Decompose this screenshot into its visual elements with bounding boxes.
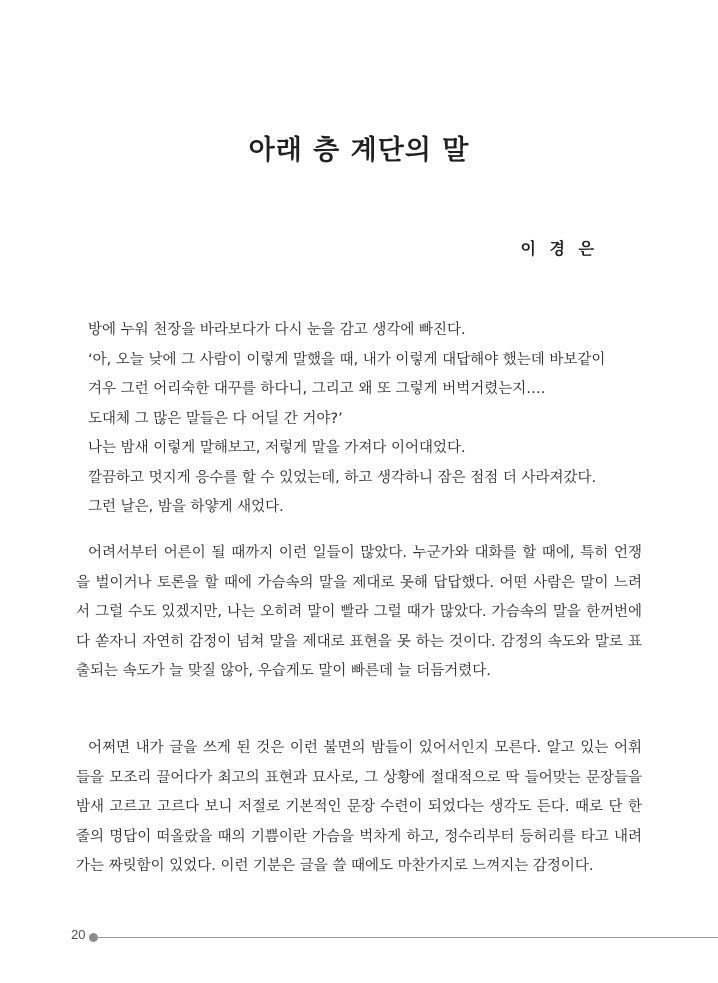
paragraph-1-line: 깔끔하고 멋지게 응수를 할 수 있었는데, 하고 생각하니 잠은 점점 더 사라져갔다. — [88, 469, 597, 486]
paragraph-1-line: 나는 밤새 이렇게 말해보고, 저렇게 말을 가져다 이어대었다. — [88, 440, 466, 456]
page-title: 아래 층 계단의 말 — [248, 135, 470, 166]
footer-rule — [96, 937, 718, 938]
paragraph-1-line: ‘아, 오늘 낮에 그 사람이 이렇게 말했을 때, 내가 이렇게 대답해야 했는데 바보같이 — [88, 351, 606, 368]
page-number: 20 — [71, 927, 86, 942]
paragraph-2: 어려서부터 어른이 될 때까지 이런 일들이 많았다. 누군가와 대화를 할 때에, 특히 언쟁을 벌이거나 토론을 할 때에 가슴속의 말을 제대로 못해 답답했다. 어떤 사람은 말이 느려서 그럴 수도 있겠지만, 나는 오히려 말이 빨라 그럴 때가 많았다. 가슴속의 말을 한꺼번에 다 쏟자니 자연히 감정이 넘쳐 말을 제대로 표현을 못 하는 것이다. 감정의 속도와 말로 표출되는 속도가 늘 맞질 않아, 우습게도 말이 빠른데 늘 더듬거렸다. — [76, 545, 642, 679]
paragraph-1 — [88, 316, 688, 523]
paragraph-1-line: 방에 누워 천장을 바라보다가 다시 눈을 감고 생각에 빠진다. — [88, 322, 466, 338]
paragraph-1-line: 겨우 그런 어리숙한 대꾸를 하다니, 그리고 왜 또 그렇게 버벅거렸는지…. — [88, 381, 546, 397]
author-name: 이 경 은 — [520, 239, 598, 258]
paragraph-3: 어쩌면 내가 글을 쓰게 된 것은 이런 불면의 밤들이 있어서인지 모른다. 알고 있는 어휘들을 모조리 끌어다가 최고의 표현과 묘사로, 그 상황에 절대적으로 딱 들어맞는 문장들을 밤새 고르고 고르다 보니 저절로 기본적인 문장 수련이 되었다는 생각도 든다. 때로 단 한 줄의 명답이 떠올랐을 때의 기쁨이란 가슴을 벅차게 하고, 정수리부터 등허리를 타고 내려가는 짜릿함이 있었다. 이런 기분은 글을 쓸 때에도 마찬가지로 느껴지는 감정이다. — [76, 740, 642, 874]
paragraph-1-line: 그런 날은, 밤을 하얗게 새었다. — [88, 499, 284, 515]
paragraph-1-line: 도대체 그 많은 말들은 다 어딜 간 거야?’ — [88, 410, 343, 427]
